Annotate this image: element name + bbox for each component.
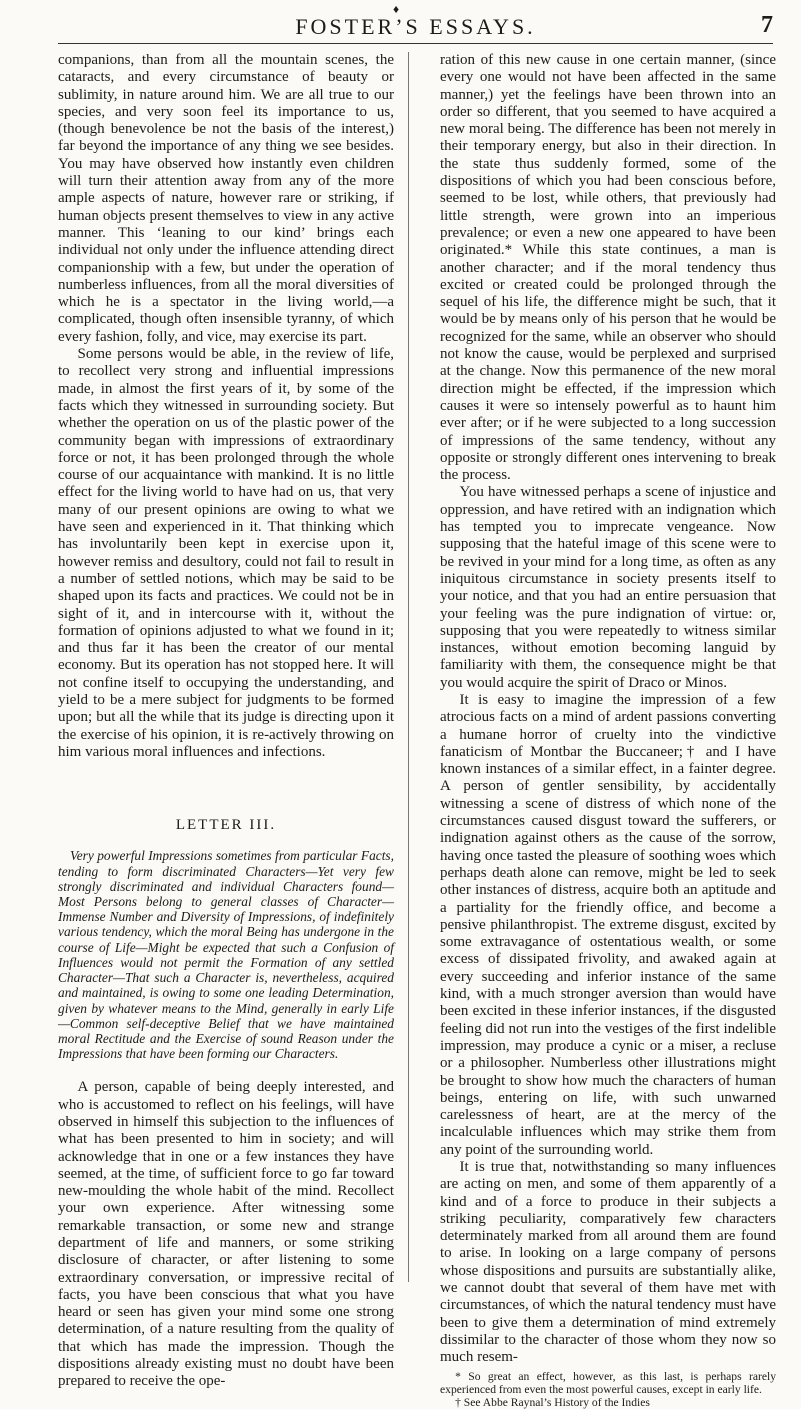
page-header bbox=[58, 14, 773, 42]
letter-summary: Very powerful Impressions sometimes from particular Facts, tending to form discriminated Characters—Yet very few strongly discriminated and individual Characters found—Most Persons belong to general classes of Character—Immense Number and Diversity of Impressions, of indefinitely various tendency, which the moral Being has undergone in the course of Life—Might be expected that such a Confusion of Influences would not permit the Formation of any settled Character—That such a Character is, nevertheless, acquired and maintained, is owing to some one leading Determination, given by whatever means to the Mind, generally in early Life—Common self-deceptive Belief that we have maintained moral Rectitude and the Exercise of sound Reason under the Impressions that have been forming our Characters. bbox=[58, 848, 394, 1062]
paragraph: It is easy to imagine the impression of a few atrocious facts on a mind of ardent passions converting a humane horror of cruelty into the vindictive fanaticism of Montbar the Buccaneer;† and I have known instances of a similar effect, in a fainter degree. A person of gentler sensibility, by accidentally witnessing a scene of distress of which none of the circumstances caused disgust toward the sufferers, or indignation against others as the cause of the sorrow, having once tasted the pleasure of soothing woes which perhaps death alone can remove, might be led to seek other instances of distress, acquire both an aptitude and a partiality for the friendly office, and become a pensive philanthropist. The extreme disgust, excited by some extravagance of ostentatious wealth, or some excess of dissipated frivolity, and awaked again at every succeeding and inferior instance of the same kind, with a much stronger aversion than would have been excited in these inferior instances, if the disgusted feeling did not run into the vestiges of the first indelible impression, may produce a cynic or a miser, a recluse or a philosopher. Numberless other illustrations might be brought to show how much the characters of human beings, entering on life, with such unwarned carelessness of heart, are at the mercy of the incalculable influences which may strike them from any point of the surrounding world. bbox=[440, 691, 776, 1158]
paragraph: ration of this new cause in one certain manner, (since every one would not have been affected in the same manner,) yet the feelings have been thrown into an order so different, that you seemed to have acquired a new moral being. The difference has been not merely in their temporary energy, but also in their direction. In the state thus suddenly formed, some of the dispositions of which you had been conscious before, seemed to be lost, while others, that previously had little strength, were grown into an imperious prevalence; or even a new one appeared to have been originated.* While this state continues, a man is another character; and if the moral tendency thus excited or created could be prolonged through the sequel of his life, the difference might be such, that it would be by means only of his person that he would be recognized for the same, while an observer who should not know the cause, would be perplexed and surprised at the change. Now this permanence of the new moral direction might be effected, if the impression which causes it were so intensely powerful as to haunt him ever after; or if he were subjected to a long succession of impressions of the same tendency, without any opposite or strongly different ones intervening to break the process. bbox=[440, 52, 776, 484]
column-divider bbox=[408, 52, 409, 1282]
printer-mark: ♦ bbox=[393, 2, 400, 16]
paragraph: companions, than from all the mountain scenes, the cataracts, and every circumstance of beauty or sublimity, in nature around him. We are all true to our species, and very soon feel its importance to us, (though benevolence be not the basis of the interest,) far beyond the importance of any thing we see besides. You may have observed how instantly even children will turn their attention away from any of the more ample aspects of nature, however rare or striking, if human objects present themselves to view in any active manner. This ‘leaning to our kind’ brings each individual not only under the influence attending direct companionship with a few, but under the operation of numberless influences, from all the moral diversities of which he is a spectator in the living world,—a complicated, though often insensible tyranny, of which every fashion, folly, and vice, may exercise its part. bbox=[58, 52, 394, 345]
footnotes bbox=[440, 1370, 776, 1409]
footnote: * So great an effect, however, as this last, is perhaps rarely experienced from even the most powerful causes, except in early life. bbox=[440, 1369, 776, 1396]
paragraph: Some persons would be able, in the review of life, to recollect very strong and influential impressions made, in almost the first years of it, by some of the facts which they witnessed in surrounding society. But whether the operation on us of the plastic power of the community began with impressions of extraordinary force or not, it has been prolonged through the whole course of our acquaintance with mankind. It is no little effect for the living world to have had on us, that very many of our present opinions are owing to what we have seen and experienced in it. That thinking which has involuntarily been kept in exercise upon it, however remiss and desultory, could not fail to result in a number of settled notions, which may be said to be shaped upon its facts and practices. We could not be in sight of it, and in intercourse with it, without the formation of opinions adjusted to what we found in it; and thus far it has been the creator of our mental economy. But its operation has not stopped here. It will not confine itself to occupying the understanding, and yield to be a mere subject for judgments to be formed upon; but all the while that its judge is directing upon it the exercise of his opinion, it is re-actively throwing on him various moral influences and infections. bbox=[58, 346, 394, 760]
right-column bbox=[440, 52, 776, 1409]
running-title: FOSTER’S ESSAYS. bbox=[295, 14, 536, 39]
footnote: † See Abbe Raynal’s History of the Indies bbox=[455, 1395, 650, 1409]
left-column bbox=[58, 52, 394, 1391]
letter-heading: LETTER III. bbox=[175, 817, 277, 834]
paragraph: You have witnessed perhaps a scene of injustice and oppression, and have retired with an indignation which has tempted you to imprecate vengeance. Now supposing that the hateful image of this scene were to be revived in your mind for a long time, as often as any iniquitous circumstance in society presents itself to your notice, and that you had an entire persuasion that your feeling was the pure indignation of virtue: or, supposing that you were repeatedly to witness similar instances, without emotion becoming languid by familiarity with them, the consequence might be that you would acquire the spirit of Draco or Minos. bbox=[440, 484, 776, 691]
paragraph: A person, capable of being deeply interested, and who is accustomed to reflect on his feelings, will have observed in himself this subjection to the influences of what has been presented to him in society; and will acknowledge that in one or a few instances they have seemed, at the time, of sufficient force to go far toward new-moulding the whole habit of the mind. Recollect your own experience. After witnessing some remarkable transaction, or some new and strange department of life and manners, or some striking disclosure of character, or after listening to some extraordinary conversation, or impressive recital of facts, you have been conscious that what you have heard or seen has given your mind some one strong determination, of a nature resulting from the quality of that which has made the impression. Though the dispositions already existing must no doubt have been prepared to receive the ope- bbox=[58, 1079, 394, 1390]
paragraph: It is true that, notwithstanding so many influences are acting on men, and some of them apparently of a kind and of a force to produce in their subjects a striking peculiarity, comparatively few characters determinately marked from all around them are found to arise. In looking on a large company of persons whose dispositions and pursuits are substantially alike, we cannot doubt that several of them have met with circumstances, of which the natural tendency must have been to give them a determination of mind extremely dissimilar to the character of those whom they now so much resem- bbox=[440, 1159, 776, 1366]
header-rule bbox=[58, 43, 773, 44]
page-number: 7 bbox=[761, 12, 773, 38]
